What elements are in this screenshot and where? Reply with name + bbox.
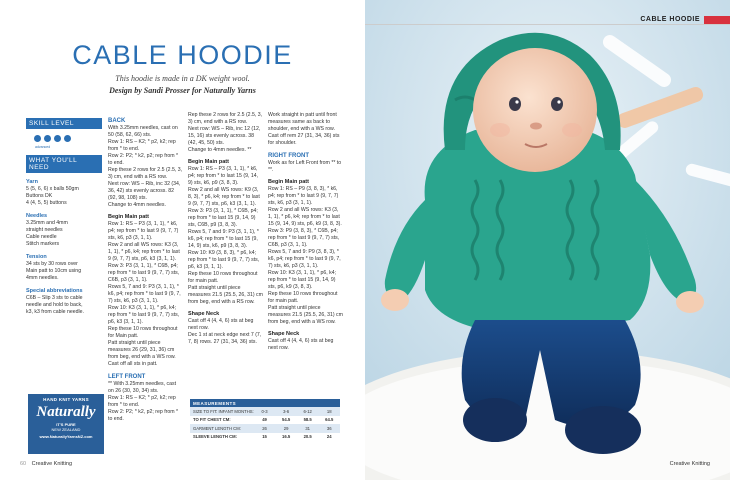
instruction-line: Row 2 and all WS rows: K3 (3, 1, 1), * p6, k4; rep from * to last 9 (9, 7, 7) sts, p6, k3 (3, 1, 1). — [108, 242, 180, 262]
subtitle: This hoodie is made in a DK weight wool. — [115, 74, 250, 83]
instruction-line: Rows 5, 7 and 9: P3 (3, 1, 1), * k6, p4; rep from * to last 15 (9, 14, 9) sts, k6, p9 (3, 8, 3). — [188, 229, 259, 249]
yarn-title: Yarn — [26, 179, 38, 185]
measurement-row — [190, 424, 340, 433]
yarn-line: 5 (5, 6, 6) x balls 50gm — [26, 186, 79, 192]
yarn-line: Buttons DK — [26, 193, 53, 199]
measurement-value: 36 — [326, 425, 332, 431]
needles-line: Cable needle — [26, 234, 57, 240]
yarn-line: 4 (4, 5, 5) buttons — [26, 200, 67, 206]
subsection-heading: Begin Main patt — [108, 214, 149, 220]
abbrev-line: needle and hold to back, — [26, 302, 83, 308]
instruction-line: Row 10: K3 (3, 1, 1), * p6, k4; rep from * to last 9 (9, 7, 7) sts, p6, k3 (3, 1, 1). — [108, 305, 180, 325]
tension-block — [26, 254, 102, 282]
measurements-heading: MEASUREMENTS — [190, 399, 340, 407]
instruction-line: Row 10: K9 (3, 8, 3), * p6, k4; rep from * to last 9 (9, 7, 7) sts, p6, k3 (3, 1, 1). — [188, 250, 260, 270]
instruction-line: Row 2 and all WS rows: K3 (3, 1, 1), * p6, k4; rep from * to last 15 (9, 14, 9) sts, p6, k9 (3, 8, 3). — [268, 207, 342, 227]
designer-credit: Design by Sandi Prosser for Naturally Yarns — [109, 86, 256, 95]
instruction-line: Row 1: RS – P9 (3, 8, 3), * k6, p4; rep from * to last 9 (9, 7, 7) sts, k6, p3 (3, 1, 1). — [268, 186, 339, 206]
yarn-ball-icon — [44, 135, 51, 142]
instruction-line: Patt straight until piece measures 21.5 (25.5, 26, 31) cm from beg, end with a RS row. — [188, 285, 263, 305]
instruction-line: Cast off 4 (4, 4, 6) sts at beg next row. — [268, 338, 334, 351]
needles-line: straight needles — [26, 227, 63, 233]
measurements-rows — [190, 407, 340, 441]
section-heading: RIGHT FRONT — [268, 153, 309, 159]
yarn-block — [26, 179, 102, 207]
instruction-line: Rep these 10 rows throughout for main patt. — [188, 271, 258, 284]
instruction-line: Patt straight until piece measures 21.5 (25.5, 26, 31) cm from beg, end with a WS row. — [268, 305, 343, 325]
instruction-line: Work straight in patt until front measures same as back to shoulder, end with a WS row. — [268, 112, 337, 132]
subsection-heading: Shape Neck — [188, 311, 220, 317]
instruction-line: Rep these 2 rows for 2.5 (2.5, 3, 3) cm, end with a RS row. — [188, 112, 263, 125]
instruction-line: Rows 5, 7 and 9: P3 (3, 1, 1), * k6, p4; rep from * to last 9 (9, 7, 7) sts, k6, p3 (3, 1, 1). — [108, 284, 181, 304]
measurement-value: 3-6 — [283, 408, 290, 414]
instruction-line: Row 1: RS – K2; * p2, k2; rep from * to end. — [108, 395, 176, 408]
tension-line: Main patt to 10cm using — [26, 268, 82, 274]
logo-top-text: HAND KNIT YARNS — [43, 397, 89, 402]
yarn-ball-icon — [54, 135, 61, 142]
abbrev-line: k3, k3 from cable needle. — [26, 309, 84, 315]
measurement-value: 0-3 — [261, 408, 268, 414]
page-footer-right: Creative Knitting — [669, 461, 710, 467]
yarn-ball-icon — [34, 135, 41, 142]
logo-url: www.NaturallyYarnsNZ.com — [39, 434, 93, 439]
measurement-label: TO FIT CHEST CM: — [193, 417, 231, 423]
instruction-line: Dec 1 st at neck edge next 7 (7, 7, 8) rows. 27 (31, 34, 36) sts. — [188, 332, 262, 345]
page-footer-left — [20, 461, 72, 467]
subsection-heading: Begin Main patt — [188, 159, 229, 165]
instruction-line: Rows 5, 7 and 9: P9 (3, 8, 3), * k6, p4; rep from * to last 9 (9, 7, 7) sts, k6, p3 (3, 1, 1). — [268, 249, 341, 269]
sidebar — [26, 118, 102, 316]
tension-line: 4mm needles. — [26, 275, 59, 281]
right-page — [365, 0, 730, 480]
skill-label: advanced — [35, 145, 51, 149]
instruction-line: Next row: WS – Rib, inc 32 (34, 36, 42) sts evenly across. 82 (92, 98, 108) sts. — [108, 181, 181, 201]
what-you-need-heading: WHAT YOU'LL NEED — [26, 155, 102, 173]
baby-photo — [365, 0, 730, 480]
instruction-line: Work as for Left Front from ** to **. — [268, 160, 342, 173]
tension-title: Tension — [26, 254, 47, 260]
pattern-column-1 — [108, 112, 183, 423]
abbrev-block — [26, 288, 102, 316]
measurement-value: 31 — [305, 425, 310, 431]
measurement-value: 18 — [326, 408, 332, 414]
pattern-column-3 — [268, 112, 343, 352]
instruction-line: With 3.25mm needles, cast on 50 (58, 62, 66) sts. — [108, 125, 178, 138]
logo-tagline: NEW ZEALAND — [51, 427, 81, 432]
instruction-line: Cast off 4 (4, 4, 6) sts at beg next row. — [188, 318, 254, 331]
magazine-name: Creative Knitting — [31, 461, 73, 467]
naturally-yarns-logo — [28, 394, 104, 454]
measurement-value: 20.5 — [303, 434, 312, 440]
instruction-line: Row 2: P2; * k2, p2; rep from * to end. — [108, 153, 179, 166]
measurements-table — [190, 399, 340, 441]
measurement-value: 58.5 — [303, 417, 312, 423]
instruction-line: Row 1: RS – K2; * p2, k2; rep from * to end. — [108, 139, 176, 152]
section-heading: LEFT FRONT — [108, 374, 146, 380]
instruction-line: Change to 4mm needles. — [108, 202, 166, 208]
needles-line: 3.25mm and 4mm — [26, 220, 68, 226]
instruction-line: Row 2 and all WS rows: K9 (3, 8, 3), * p6, k4; rep from * to last 9 (9, 7, 7) sts, p6, k3 (3, 1, 1). — [188, 187, 260, 207]
logo-main-text: Naturally — [36, 404, 96, 420]
instruction-line: Row 3: P3 (3, 1, 1), * C6B, p4; rep from * to last 15 (9, 14, 9) sts, C6B, p9 (3, 8, 3). — [188, 208, 258, 228]
instruction-line: Patt straight until piece measures 26 (29, 31, 36) cm from beg, end with a WS row. — [108, 340, 176, 360]
yarn-ball-icon — [64, 135, 71, 142]
measurement-value: 24 — [326, 434, 332, 440]
instruction-line: Cast off all sts in patt. — [108, 361, 158, 367]
needles-title: Needles — [26, 213, 48, 219]
instruction-line: Row 2: P2; * k2, p2; rep from * to end. — [108, 409, 179, 422]
instruction-line: ** With 3.25mm needles, cast on 26 (30, 30, 34) sts. — [108, 381, 177, 394]
section-tag-bar — [704, 16, 730, 24]
instruction-line: Rep these 10 rows throughout for main patt. — [268, 291, 338, 304]
logo-tagline: IT'S PURE — [56, 422, 76, 427]
measurement-value: 26 — [262, 425, 267, 431]
measurement-value: 6-12 — [303, 408, 312, 414]
instruction-line: Row 10: K3 (3, 1, 1), * p6, k4; rep from * to last 15 (9, 14, 9) sts, p6, k9 (3, 8, 3). — [268, 270, 337, 290]
instruction-line: Rep these 2 rows for 2.5 (2.5, 3, 3) cm, end with a RS row. — [108, 167, 183, 180]
skill-level-heading: SKILL LEVEL — [26, 118, 102, 129]
instruction-line: Row 3: P3 (3, 1, 1), * C6B, p4; rep from * to last 9 (9, 7, 7) sts, C6B, p3 (3, 1, 1). — [108, 263, 180, 283]
abbrev-line: C6B – Slip 3 sts to cable — [26, 295, 83, 301]
subsection-heading: Begin Main patt — [268, 179, 309, 185]
page-number: 60 — [20, 461, 27, 467]
page-title: CABLE HOODIE — [72, 40, 293, 70]
abbrev-title: Special abbreviations — [26, 288, 83, 294]
instruction-line: Cast off rem 27 (31, 34, 36) sts for shoulder. — [268, 133, 340, 146]
section-heading: BACK — [108, 118, 126, 124]
instruction-line: Next row: WS – Rib, inc 12 (12, 15, 16) sts evenly across. 38 (42, 45, 50) sts. — [188, 126, 261, 146]
instruction-line: Row 1: RS – P3 (3, 1, 1), * k6, p4; rep from * to last 15 (9, 14, 9) sts, k6, p9 (3, 8, 3). — [188, 166, 259, 186]
pattern-column-2 — [188, 112, 263, 346]
measurement-label: SIZE TO FIT: INFANT MONTHS: — [193, 408, 254, 414]
measurement-value: 15 — [262, 434, 267, 440]
measurement-row — [190, 416, 340, 425]
subsection-heading: Shape Neck — [268, 331, 300, 337]
header-rule — [365, 24, 730, 25]
needles-block — [26, 213, 102, 248]
measurement-row — [190, 407, 340, 416]
instruction-line: Row 3: P9 (3, 8, 3), * C6B, p4; rep from * to last 9 (9, 7, 7) sts, C6B, p3 (3, 1, 1). — [268, 228, 340, 248]
measurement-value: 49 — [262, 417, 267, 423]
yarn-ball-icons — [34, 135, 71, 142]
measurement-row — [190, 433, 340, 442]
instruction-line: Row 1: RS – P3 (3, 1, 1), * k6, p4; rep from * to last 9 (9, 7, 7) sts, k6, p3 (3, 1, 1). — [108, 221, 179, 241]
measurement-value: 54.5 — [282, 417, 291, 423]
instruction-line: Rep these 10 rows throughout for Main patt. — [108, 326, 178, 339]
instruction-line: Change to 4mm needles. ** — [188, 147, 252, 153]
needles-line: Stitch markers — [26, 241, 60, 247]
skill-level-box — [26, 129, 102, 155]
measurement-label: GARMENT LENGTH CM: — [193, 425, 241, 431]
section-tag: CABLE HOODIE — [640, 16, 700, 23]
measurement-label: SLEEVE LENGTH CM: — [193, 434, 237, 440]
tension-line: 34 sts by 30 rows over — [26, 261, 78, 267]
measurement-value: 29 — [283, 425, 289, 431]
measurement-value: 64.5 — [325, 417, 334, 423]
measurement-value: 16.5 — [282, 434, 291, 440]
